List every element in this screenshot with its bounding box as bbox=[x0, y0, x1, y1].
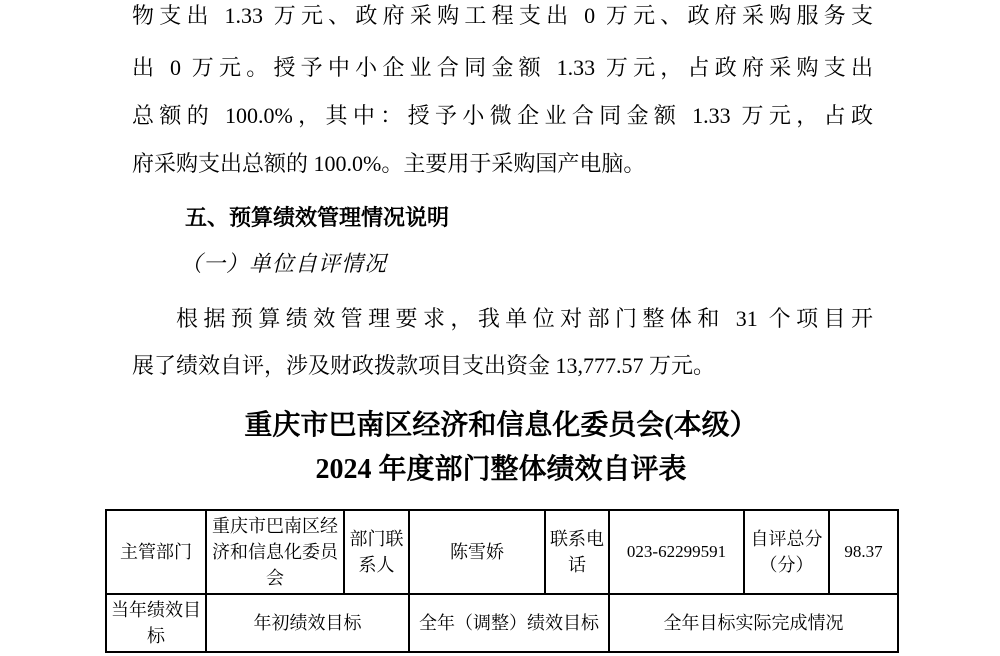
adjusted-target-header-cell: 全年（调整）绩效目标 bbox=[409, 594, 609, 652]
score-value-cell: 98.37 bbox=[829, 510, 898, 594]
supervising-dept-label-cell: 主管部门 bbox=[106, 510, 206, 594]
actual-completion-header-cell: 全年目标实际完成情况 bbox=[609, 594, 898, 652]
table-row bbox=[106, 594, 898, 652]
supervising-dept-value-cell: 重庆市巴南区经济和信息化委员会 bbox=[206, 510, 344, 594]
subsection-heading: （一）单位自评情况 bbox=[180, 251, 388, 276]
table-title-line-1: 重庆市巴南区经济和信息化委员会(本级） bbox=[244, 410, 758, 441]
initial-target-header-cell: 年初绩效目标 bbox=[206, 594, 409, 652]
phone-value-cell: 023-62299591 bbox=[609, 510, 744, 594]
self-eval-paragraph-line: 根据预算绩效管理要求，我单位对部门整体和 31 个项目开 bbox=[176, 306, 873, 331]
body-paragraph-line: 出 0 万元。授予中小企业合同金额 1.33 万元，占政府采购支出 bbox=[132, 55, 873, 80]
annual-target-label-cell: 当年绩效目标 bbox=[106, 594, 206, 652]
score-label-cell: 自评总分（分） bbox=[744, 510, 829, 594]
section-heading: 五、预算绩效管理情况说明 bbox=[185, 205, 450, 230]
phone-label-cell: 联系电话 bbox=[545, 510, 609, 594]
body-paragraph-line: 府采购支出总额的 100.0%。主要用于采购国产电脑。 bbox=[132, 151, 646, 176]
contact-value-cell: 陈雪娇 bbox=[409, 510, 545, 594]
body-paragraph-line: 物支出 1.33 万元、政府采购工程支出 0 万元、政府采购服务支 bbox=[132, 3, 873, 28]
performance-self-eval-table bbox=[105, 509, 899, 653]
table-title-line-2: 2024 年度部门整体绩效自评表 bbox=[315, 454, 687, 485]
self-eval-paragraph-line: 展了绩效自评，涉及财政拨款项目支出资金 13,777.57 万元。 bbox=[132, 353, 716, 378]
body-paragraph-line: 总额的 100.0%，其中：授予小微企业合同金额 1.33 万元，占政 bbox=[132, 103, 873, 128]
table-row bbox=[106, 510, 898, 594]
contact-label-cell: 部门联系人 bbox=[344, 510, 409, 594]
